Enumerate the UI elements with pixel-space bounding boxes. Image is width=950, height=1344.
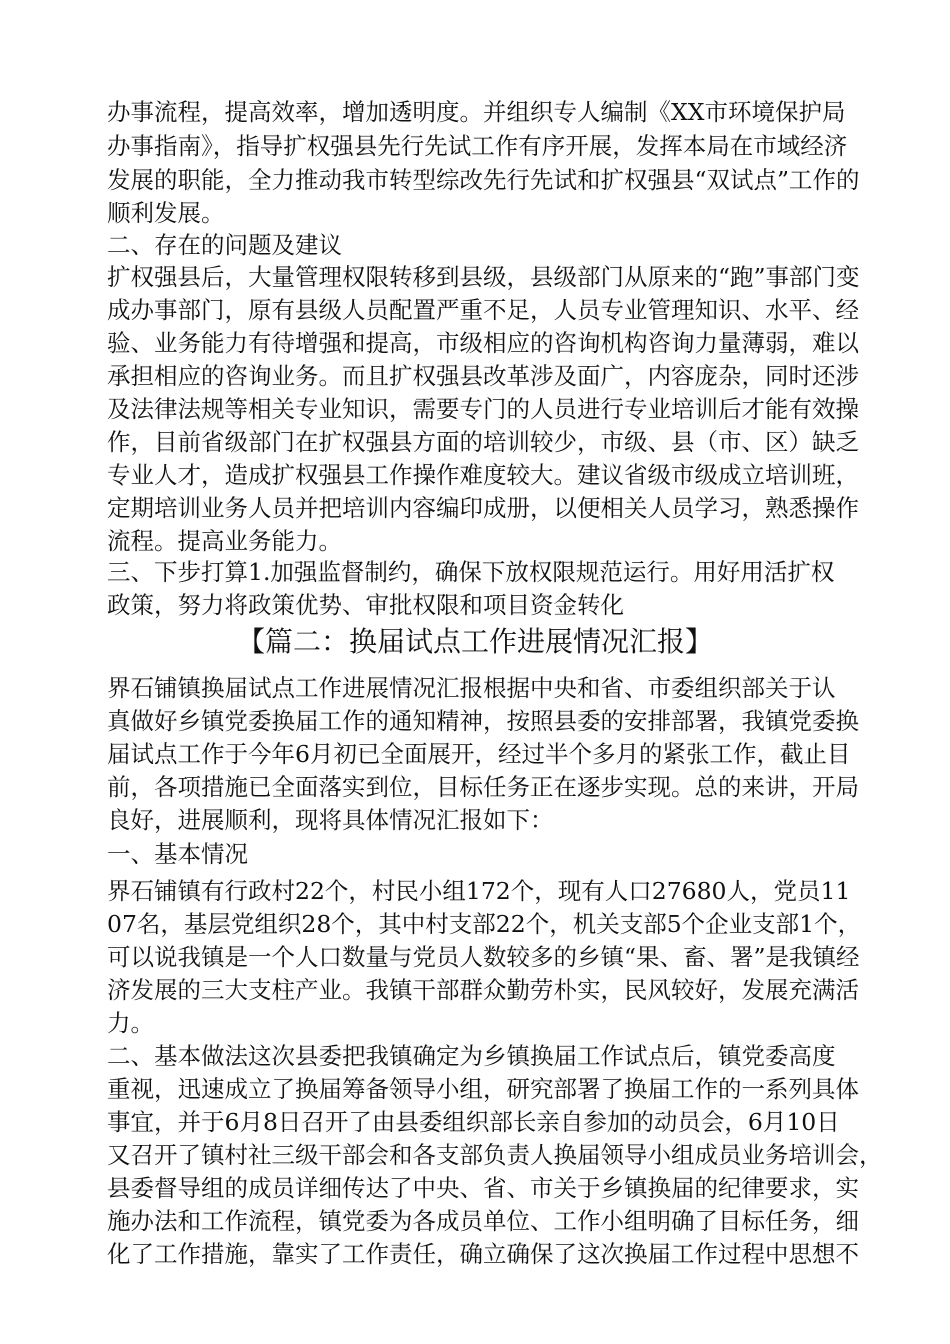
text-line: 力。	[107, 1009, 154, 1037]
text-line: 真做好乡镇党委换届工作的通知精神，按照县委的安排部署，我镇党委换	[107, 707, 859, 735]
text-line: 三、下步打算1.加强监督制约，确保下放权限规范运行。用好用活扩权	[107, 558, 835, 586]
text-line: 承担相应的咨询业务。而且扩权强县改革涉及面广，内容庞杂，同时还涉	[107, 362, 859, 390]
section-heading: 二、存在的问题及建议	[107, 231, 342, 259]
text-line: 可以说我镇是一个人口数量与党员人数较多的乡镇“果、畜、署”是我镇经	[107, 943, 860, 971]
text-line: 验、业务能力有待增强和提高，市级相应的咨询机构咨询力量薄弱，难以	[107, 329, 859, 357]
text-line: 界石铺镇有行政村22个，村民小组172个，现有人口27680人，党员11	[107, 877, 851, 905]
text-line: 07名，基层党组织28个，其中村支部22个，机关支部5个企业支部1个，	[107, 910, 862, 938]
text-line: 发展的职能，全力推动我市转型综改先行先试和扩权强县“双试点”工作的	[107, 166, 860, 194]
text-line: 专业人才，造成扩权强县工作操作难度较大。建议省级市级成立培训班，	[107, 461, 859, 489]
text-line: 流程。提高业务能力。	[107, 527, 342, 555]
text-line: 届试点工作于今年6月初已全面展开，经过半个多月的紧张工作，截止目	[107, 740, 851, 768]
section-title: 【篇二：换届试点工作进展情况汇报】	[236, 625, 713, 658]
text-line: 界石铺镇换届试点工作进展情况汇报根据中央和省、市委组织部关于认	[107, 674, 836, 702]
text-line: 政策，努力将政策优势、审批权限和项目资金转化	[107, 591, 624, 619]
text-line: 前，各项措施已全面落实到位，目标任务正在逐步实现。总的来讲，开局	[107, 773, 859, 801]
text-line: 办事流程，提高效率，增加透明度。并组织专人编制《XX市环境保护局	[107, 98, 846, 126]
text-line: 及法律法规等相关专业知识，需要专门的人员进行专业培训后才能有效操	[107, 395, 859, 423]
section-heading: 一、基本情况	[107, 840, 248, 868]
text-line: 施办法和工作流程，镇党委为各成员单位、工作小组明确了目标任务，细	[107, 1207, 859, 1235]
text-line: 顺利发展。	[107, 199, 225, 227]
text-line: 定期培训业务人员并把培训内容编印成册，以便相关人员学习，熟悉操作	[107, 494, 859, 522]
text-line: 成办事部门，原有县级人员配置严重不足，人员专业管理知识、水平、经	[107, 296, 859, 324]
text-line: 重视，迅速成立了换届筹备领导小组，研究部署了换届工作的一系列具体	[107, 1075, 859, 1103]
text-line: 扩权强县后，大量管理权限转移到县级，县级部门从原来的“跑”事部门变	[107, 263, 860, 291]
text-line: 二、基本做法这次县委把我镇确定为乡镇换届工作试点后，镇党委高度	[107, 1042, 836, 1070]
text-line: 化了工作措施，靠实了工作责任，确立确保了这次换届工作过程中思想不	[107, 1240, 859, 1268]
text-line: 又召开了镇村社三级干部会和各支部负责人换届领导小组成员业务培训会，	[107, 1141, 883, 1169]
text-line: 济发展的三大支柱产业。我镇干部群众勤劳朴实，民风较好，发展充满活	[107, 976, 859, 1004]
text-line: 办事指南》，指导扩权强县先行先试工作有序开展，发挥本局在市域经济	[107, 132, 848, 160]
text-line: 良好，进展顺利，现将具体情况汇报如下：	[107, 806, 554, 834]
text-line: 作，目前省级部门在扩权强县方面的培训较少，市级、县（市、区）缺乏	[107, 428, 859, 456]
text-line: 县委督导组的成员详细传达了中央、省、市关于乡镇换届的纪律要求，实	[107, 1174, 859, 1202]
text-line: 事宜，并于6月8日召开了由县委组织部长亲自参加的动员会，6月10日	[107, 1108, 840, 1136]
